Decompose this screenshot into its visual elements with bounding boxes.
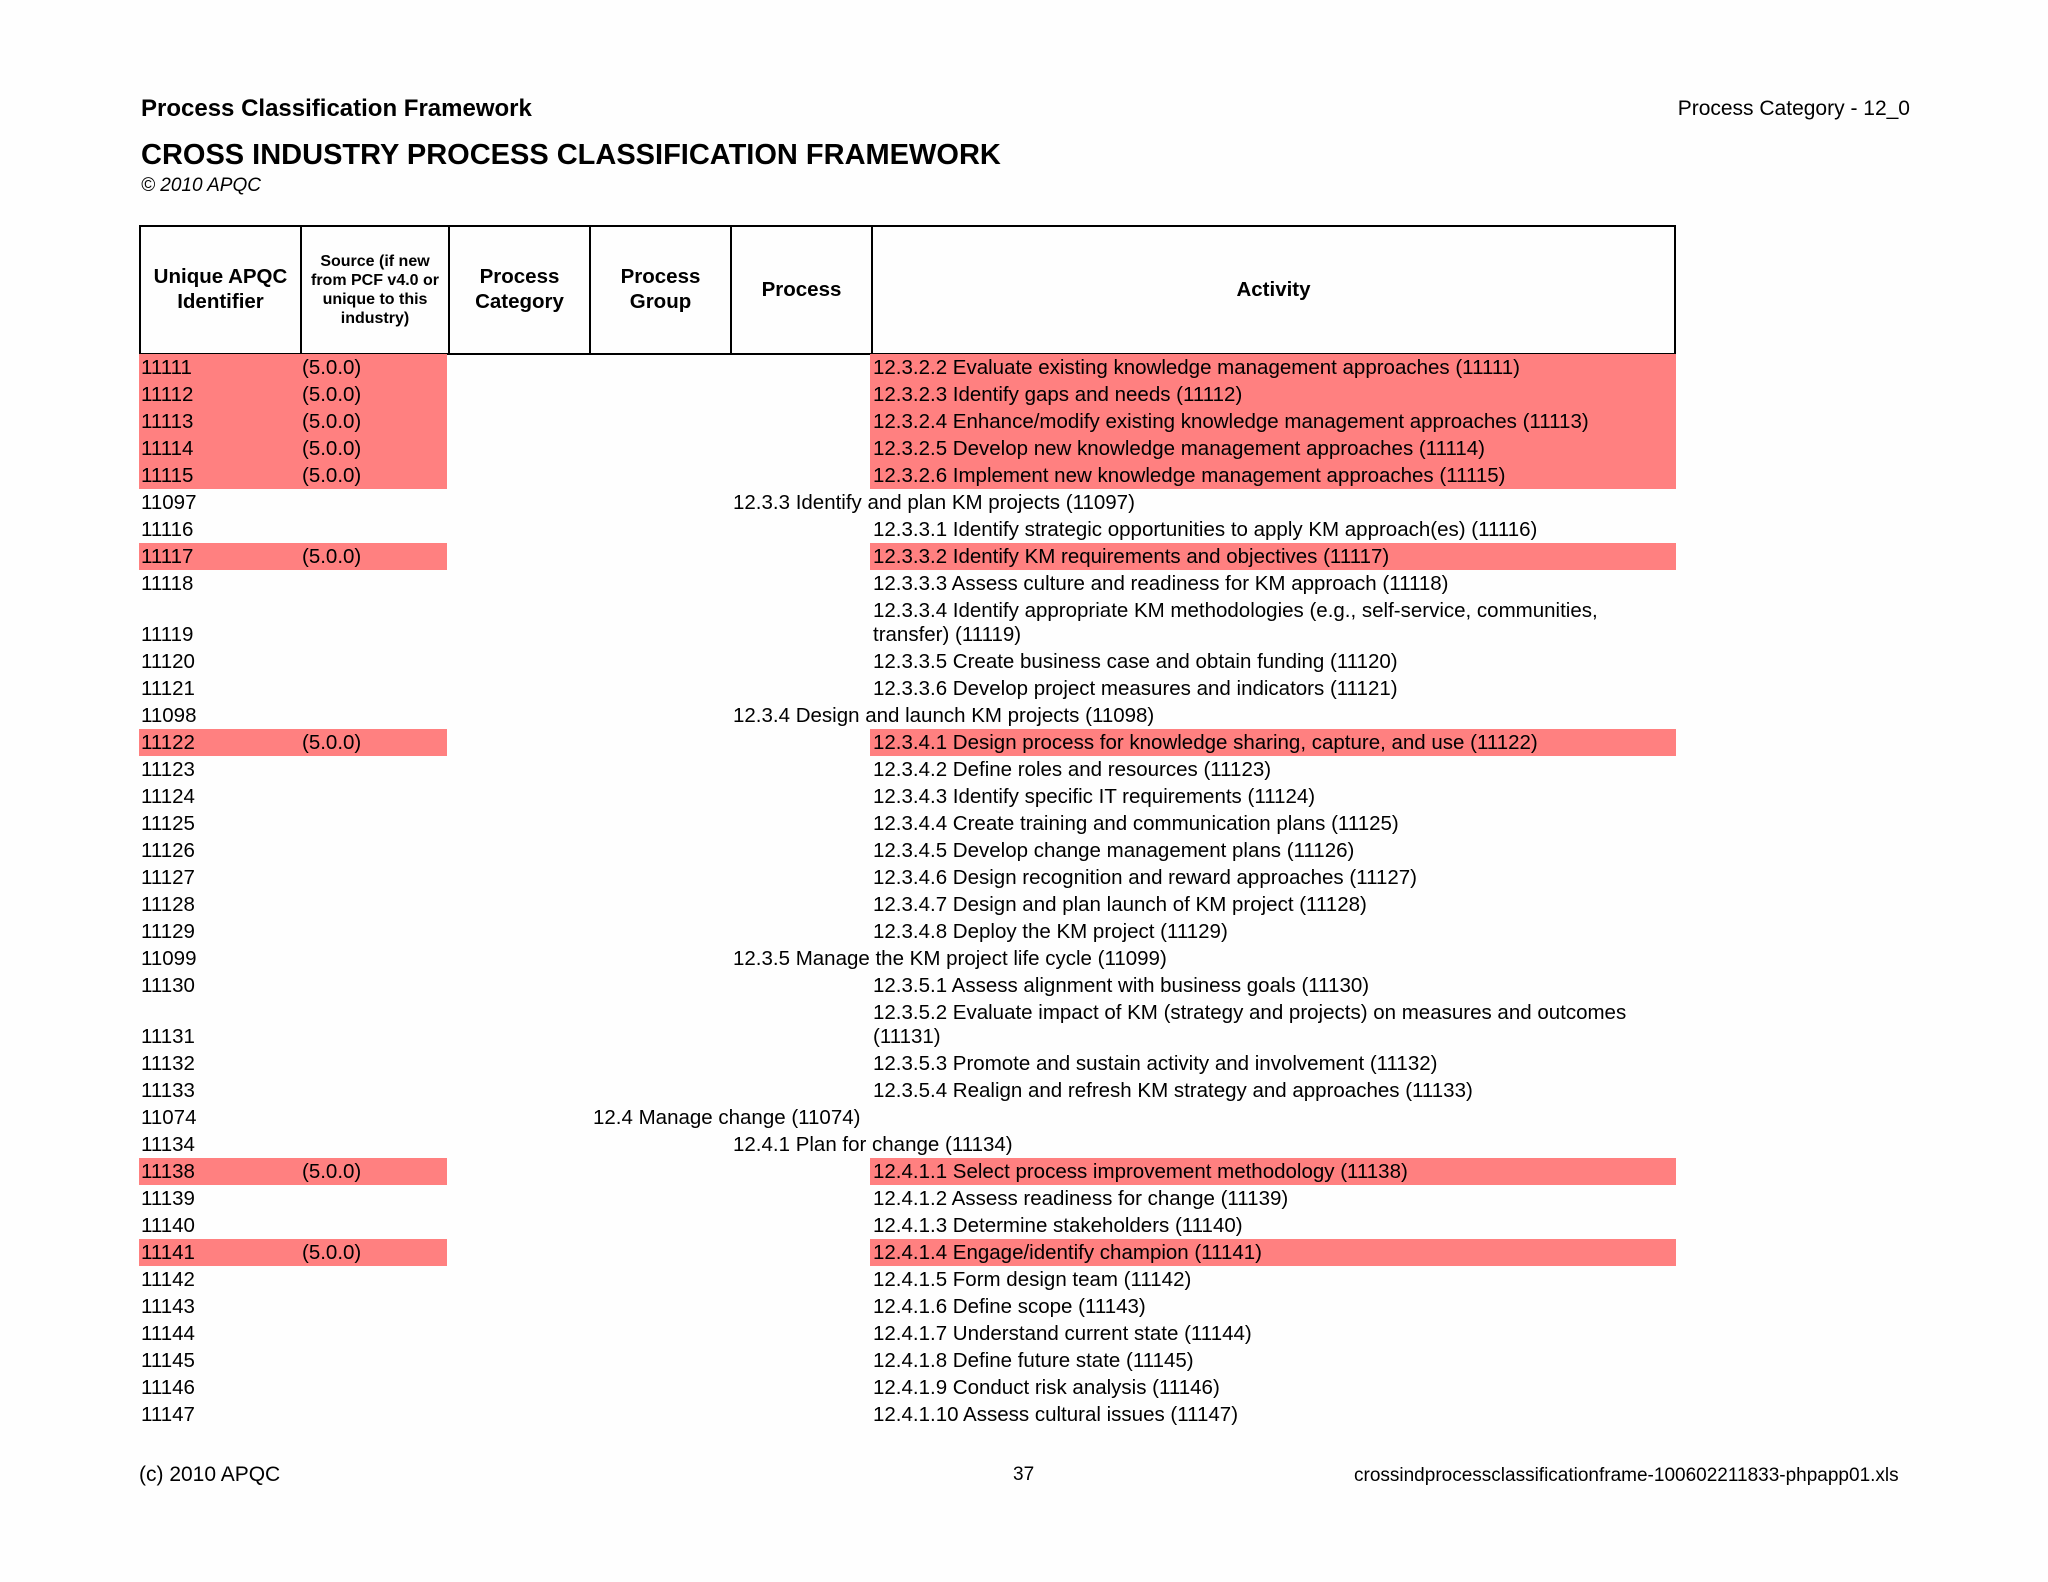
cell-source: (5.0.0) xyxy=(302,1160,362,1183)
cell-identifier: 11097 xyxy=(141,491,197,514)
cell-identifier: 11124 xyxy=(141,785,195,808)
cell-activity: 12.3.4.5 Develop change management plans (11126) xyxy=(873,839,1355,862)
cell-activity: 12.4.1.10 Assess cultural issues (11147) xyxy=(873,1403,1239,1426)
cell-identifier: 11130 xyxy=(141,974,195,997)
table-row xyxy=(139,783,1676,810)
footer-copyright: (c) 2010 APQC xyxy=(139,1463,281,1486)
cell-activity: 12.3.4.1 Design process for knowledge sharing, capture, and use (11122) xyxy=(873,731,1538,754)
cell-activity: 12.3.5.2 Evaluate impact of KM (strategy and projects) on measures and outcomes (11131) xyxy=(873,1001,1627,1048)
table-row xyxy=(139,1131,1676,1158)
cell-identifier: 11127 xyxy=(141,866,195,889)
cell-activity: 12.3.4.7 Design and plan launch of KM project (11128) xyxy=(873,893,1367,916)
cell-identifier: 11144 xyxy=(141,1322,195,1345)
cell-source: (5.0.0) xyxy=(302,437,362,460)
cell-identifier: 11120 xyxy=(141,650,195,673)
table-row xyxy=(139,1320,1676,1347)
cell-source: (5.0.0) xyxy=(302,464,362,487)
cell-activity: 12.3.3.4 Identify appropriate KM methodologies (e.g., self-service, communities, transfer) (11119) xyxy=(873,599,1598,646)
cell-identifier: 11132 xyxy=(141,1052,195,1075)
cell-activity: 12.3.4.2 Define roles and resources (11123) xyxy=(873,758,1272,781)
table-row xyxy=(139,1401,1676,1428)
cell-identifier: 11122 xyxy=(141,731,195,754)
cell-activity: 12.3.4.4 Create training and communication plans (11125) xyxy=(873,812,1399,835)
footer-filename: crossindprocessclassificationframe-100602211833-phpapp01.xls xyxy=(1354,1465,1899,1486)
cell-identifier: 11116 xyxy=(141,518,194,541)
cell-source: (5.0.0) xyxy=(302,410,362,433)
cell-activity: 12.3.4.3 Identify specific IT requirements (11124) xyxy=(873,785,1316,808)
header-right: Process Category - 12_0 xyxy=(1677,97,1910,120)
table-row xyxy=(139,1158,1676,1185)
table-row xyxy=(139,1077,1676,1104)
cell-activity: 12.4.1.5 Form design team (11142) xyxy=(873,1268,1192,1291)
table-row xyxy=(139,597,1676,648)
cell-identifier: 11099 xyxy=(141,947,197,970)
table-row xyxy=(139,675,1676,702)
cell-identifier: 11114 xyxy=(141,437,194,460)
cell-identifier: 11131 xyxy=(141,1025,195,1048)
cell-activity: 12.3.5.3 Promote and sustain activity and involvement (11132) xyxy=(873,1052,1438,1075)
cell-identifier: 11112 xyxy=(141,383,194,406)
table-row xyxy=(139,1104,1676,1131)
cell-activity: 12.4.1.2 Assess readiness for change (11139) xyxy=(873,1187,1289,1210)
cell-activity: 12.3.2.2 Evaluate existing knowledge management approaches (11111) xyxy=(873,356,1520,379)
table-row xyxy=(139,1374,1676,1401)
cell-identifier: 11146 xyxy=(141,1376,195,1399)
table-row xyxy=(139,354,1676,381)
cell-activity: 12.4.1.9 Conduct risk analysis (11146) xyxy=(873,1376,1220,1399)
cell-identifier: 11138 xyxy=(141,1160,195,1183)
cell-activity: 12.3.2.4 Enhance/modify existing knowledge management approaches (11113) xyxy=(873,410,1589,433)
cell-activity: 12.4.1.3 Determine stakeholders (11140) xyxy=(873,1214,1243,1237)
cell-identifier: 11134 xyxy=(141,1133,195,1156)
cell-identifier: 11128 xyxy=(141,893,195,916)
cell-activity: 12.3.3.5 Create business case and obtain funding (11120) xyxy=(873,650,1398,673)
cell-identifier: 11117 xyxy=(141,545,194,568)
table-row xyxy=(139,462,1676,489)
cell-identifier: 11147 xyxy=(141,1403,195,1426)
column-header-activity: Activity xyxy=(1236,277,1311,301)
cell-activity: 12.3.4.8 Deploy the KM project (11129) xyxy=(873,920,1228,943)
cell-identifier: 11145 xyxy=(141,1349,195,1372)
cell-identifier: 11123 xyxy=(141,758,195,781)
cell-identifier: 11125 xyxy=(141,812,195,835)
cell-activity: 12.3.3.3 Assess culture and readiness for KM approach (11118) xyxy=(873,572,1449,595)
table-row xyxy=(139,756,1676,783)
cell-identifier: 11133 xyxy=(141,1079,195,1102)
table-row xyxy=(139,1239,1676,1266)
cell-identifier: 11118 xyxy=(141,572,194,595)
cell-identifier: 11074 xyxy=(141,1106,197,1129)
cell-activity: 12.3.2.5 Develop new knowledge management approaches (11114) xyxy=(873,437,1485,460)
table-row xyxy=(139,810,1676,837)
cell-identifier: 11143 xyxy=(141,1295,195,1318)
column-header-category: Process Category xyxy=(450,227,591,353)
cell-activity: 12.3.2.3 Identify gaps and needs (11112) xyxy=(873,383,1243,406)
cell-activity: 12.3.3.1 Identify strategic opportunities to apply KM approach(es) (11116) xyxy=(873,518,1538,541)
table-row xyxy=(139,918,1676,945)
cell-identifier: 11119 xyxy=(141,623,194,646)
cell-identifier: 11126 xyxy=(141,839,195,862)
cell-activity: 12.4.1.8 Define future state (11145) xyxy=(873,1349,1194,1372)
table-row xyxy=(139,435,1676,462)
table-row xyxy=(139,543,1676,570)
cell-identifier: 11140 xyxy=(141,1214,195,1237)
copyright-notice: © 2010 APQC xyxy=(141,175,261,196)
column-header-group: Process Group xyxy=(591,227,732,353)
cell-identifier: 11129 xyxy=(141,920,195,943)
table-row xyxy=(139,381,1676,408)
column-header-source: Source (if new from PCF v4.0 or unique to this industry) xyxy=(302,227,450,353)
cell-activity: 12.4.1.6 Define scope (11143) xyxy=(873,1295,1146,1318)
table-row xyxy=(139,837,1676,864)
table-row xyxy=(139,999,1676,1050)
page-title: CROSS INDUSTRY PROCESS CLASSIFICATION FRAMEWORK xyxy=(141,139,1001,171)
cell-activity: 12.3.2.6 Implement new knowledge management approaches (11115) xyxy=(873,464,1506,487)
header-left: Process Classification Framework xyxy=(141,95,532,122)
table-row xyxy=(139,702,1676,729)
cell-activity: 12.3.5.4 Realign and refresh KM strategy and approaches (11133) xyxy=(873,1079,1473,1102)
cell-identifier: 11141 xyxy=(141,1241,195,1264)
table-row xyxy=(139,945,1676,972)
cell-identifier: 11111 xyxy=(141,356,192,379)
column-header-id: Unique APQC Identifier xyxy=(141,227,302,353)
table-row xyxy=(139,489,1676,516)
cell-activity: 12.3.3.2 Identify KM requirements and objectives (11117) xyxy=(873,545,1390,568)
cell-activity: 12.3.5.1 Assess alignment with business goals (11130) xyxy=(873,974,1370,997)
cell-identifier: 11142 xyxy=(141,1268,195,1291)
table-row xyxy=(139,1347,1676,1374)
cell-activity: 12.3.3.6 Develop project measures and indicators (11121) xyxy=(873,677,1398,700)
cell-group: 12.4 Manage change (11074) xyxy=(593,1106,861,1129)
table-row xyxy=(139,1050,1676,1077)
cell-source: (5.0.0) xyxy=(302,383,362,406)
table-row xyxy=(139,729,1676,756)
cell-identifier: 11113 xyxy=(141,410,194,433)
cell-process: 12.3.3 Identify and plan KM projects (11097) xyxy=(733,491,1135,514)
table-row xyxy=(139,516,1676,543)
cell-identifier: 11098 xyxy=(141,704,197,727)
column-header-process: Process xyxy=(732,227,873,353)
table-row xyxy=(139,1266,1676,1293)
table-row xyxy=(139,648,1676,675)
cell-identifier: 11139 xyxy=(141,1187,195,1210)
page-number: 37 xyxy=(1013,1464,1035,1485)
cell-process: 12.4.1 Plan for change (11134) xyxy=(733,1133,1013,1156)
table-row xyxy=(139,408,1676,435)
table-header xyxy=(139,225,1676,355)
cell-activity: 12.4.1.4 Engage/identify champion (11141) xyxy=(873,1241,1263,1264)
cell-source: (5.0.0) xyxy=(302,1241,362,1264)
cell-source: (5.0.0) xyxy=(302,356,362,379)
table-row xyxy=(139,1212,1676,1239)
cell-source: (5.0.0) xyxy=(302,545,362,568)
cell-activity: 12.4.1.1 Select process improvement methodology (11138) xyxy=(873,1160,1408,1183)
cell-activity: 12.4.1.7 Understand current state (11144) xyxy=(873,1322,1252,1345)
table-row xyxy=(139,1293,1676,1320)
cell-activity: 12.3.4.6 Design recognition and reward approaches (11127) xyxy=(873,866,1417,889)
table-row xyxy=(139,570,1676,597)
cell-source: (5.0.0) xyxy=(302,731,362,754)
cell-identifier: 11115 xyxy=(141,464,194,487)
cell-process: 12.3.5 Manage the KM project life cycle (11099) xyxy=(733,947,1167,970)
table-row xyxy=(139,1185,1676,1212)
table-row xyxy=(139,864,1676,891)
table-row xyxy=(139,891,1676,918)
cell-process: 12.3.4 Design and launch KM projects (11098) xyxy=(733,704,1155,727)
cell-identifier: 11121 xyxy=(141,677,195,700)
table-body xyxy=(139,354,1676,1428)
table-row xyxy=(139,972,1676,999)
